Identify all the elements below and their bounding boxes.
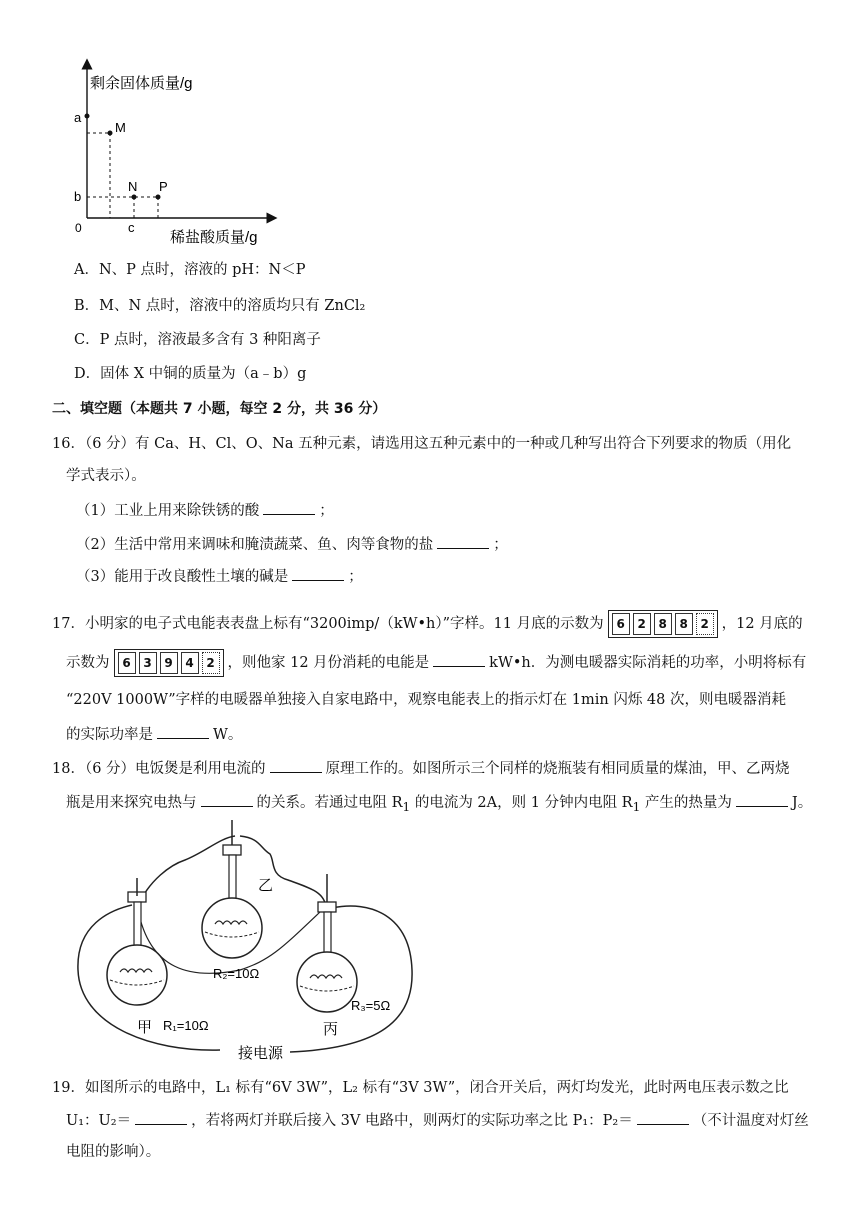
tick-b: b [74,189,82,204]
q17-text: 17．小明家的电子式电能表表盘上标有“3200imp/（kW•h）”字样。11 月底的示数为 [52,616,604,632]
flask-label-bing: 丙 [323,1021,339,1038]
q18-text: 原理工作的。如图所示三个同样的烧瓶装有相同质量的煤油，甲、乙两烧 [325,761,790,777]
q16-sub1-text: （1）工业上用来除铁锈的酸 [76,503,260,519]
meter-november [608,610,718,638]
q17-text: 的实际功率是 [66,727,153,743]
label-n: N [128,179,138,194]
flask-label-yi: 乙 [258,877,274,894]
meter-digit: 9 [160,652,178,674]
q16-sub3-text: （3）能用于改良酸性土壤的碱是 [76,569,289,585]
q17-text: ，则他家 12 月份消耗的电能是 [227,655,430,671]
tick-a: a [74,110,82,125]
circuit-wire [240,836,326,908]
q16-line2: 学式表示）。 [66,468,146,484]
circuit-wire [138,836,235,905]
q17-text: W。 [213,727,243,743]
meter-digit: 6 [118,652,136,674]
q16-sub1 [76,500,334,521]
answer-blank[interactable] [433,652,485,667]
q18-line1 [52,758,790,779]
meter-december [114,649,224,677]
q18-text: 的电流为 2A，则 1 分钟内电阻 R [410,795,633,811]
semicolon: ； [493,537,508,553]
answer-blank[interactable] [270,758,322,773]
answer-blank[interactable] [157,724,209,739]
point-m [108,131,113,136]
q16-sub3 [76,566,363,587]
q16-line1: 16．（6 分）有 Ca、H、Cl、O、Na 五种元素，请选用这五种元素中的一种或几种写出符合下列要求的物质（用化 [52,436,792,452]
meter-digit-decimal: 2 [696,613,714,635]
point-n [132,195,137,200]
q19-line1: 19．如图所示的电路中，L₁ 标有“6V 3W”，L₂ 标有“3V 3W”，闭合开关后，两灯均发光，此时两电压表示数之比 [52,1080,789,1096]
answer-blank[interactable] [201,792,253,807]
q16-sub2-text: （2）生活中常用来调味和腌渍蔬菜、鱼、肉等食物的盐 [76,537,434,553]
q17-line4 [66,724,242,745]
q17-line3: “220V 1000W”字样的电暖器单独接入自家电路中，观察电能表上的指示灯在 1min 闪烁 48 次，则电暖器消耗 [66,692,786,708]
option-c: C．P 点时，溶液最多含有 3 种阳离子 [74,332,321,348]
power-supply-label: 接电源 [238,1045,284,1062]
subscript: 1 [402,799,411,814]
option-a: A．N、P 点时，溶液的 pH：N＜P [74,262,306,278]
meter-digit: 8 [675,613,693,635]
answer-blank[interactable] [637,1110,689,1125]
meter-digit: 8 [654,613,672,635]
q18-line2 [66,792,812,817]
label-p: P [159,179,168,194]
flask-jia [107,878,167,1005]
answer-blank[interactable] [292,566,344,581]
q18-text: 产生的热量为 [640,795,732,811]
q19-text: U₁：U₂＝ [66,1113,132,1129]
q19-text: ，若将两灯并联后接入 3V 电路中，则两灯的实际功率之比 P₁：P₂＝ [191,1113,633,1129]
point-a [85,114,90,119]
q17-line2 [66,649,806,677]
resistor-label-r3: R₃=5Ω [351,998,391,1013]
section-title: 二、填空题（本题共 7 小题，每空 2 分，共 36 分） [52,401,387,417]
resistor-label-r1: R₁=10Ω [163,1018,209,1033]
point-p [156,195,161,200]
q19-text: （不计温度对灯丝 [692,1113,809,1129]
subscript: 1 [632,799,641,814]
answer-blank[interactable] [135,1110,187,1125]
q17-text: ，12 月底的 [721,616,803,632]
q19-line3: 电阻的影响）。 [66,1144,161,1160]
label-m: M [115,120,126,135]
q19-line2 [66,1110,809,1131]
option-d: D．固体 X 中铜的质量为（a﹣b）g [74,366,307,382]
flask-label-jia: 甲 [137,1019,153,1036]
flask-bing [297,874,357,1012]
answer-blank[interactable] [263,500,315,515]
y-axis-label: 剩余固体质量/g [90,75,193,92]
answer-blank[interactable] [736,792,788,807]
mass-graph [60,58,290,248]
meter-digit: 2 [633,613,651,635]
answer-blank[interactable] [437,534,489,549]
resistor-label-r2: R₂=10Ω [213,966,260,981]
q16-sub2 [76,534,508,555]
x-axis-label: 稀盐酸质量/g [170,229,258,246]
q18-text: 瓶是用来探究电热与 [66,795,197,811]
meter-digit: 4 [181,652,199,674]
option-b: B．M、N 点时，溶液中的溶质均只有 ZnCl₂ [74,298,366,314]
semicolon: ； [348,569,363,585]
flask-circuit-diagram [70,820,450,1068]
q17-line1 [52,610,803,638]
tick-c: c [128,220,135,235]
meter-digit: 3 [139,652,157,674]
q18-text: 18．（6 分）电饭煲是利用电流的 [52,761,266,777]
semicolon: ； [319,503,334,519]
origin-label: 0 [75,221,82,235]
q18-text: J。 [791,795,813,811]
q18-text: 的关系。若通过电阻 R [256,795,403,811]
flask-yi [202,820,262,958]
meter-digit: 6 [612,613,630,635]
q17-text: 示数为 [66,655,110,671]
meter-digit-decimal: 2 [202,652,220,674]
q17-text: kW•h．为测电暖器实际消耗的功率，小明将标有 [489,655,807,671]
